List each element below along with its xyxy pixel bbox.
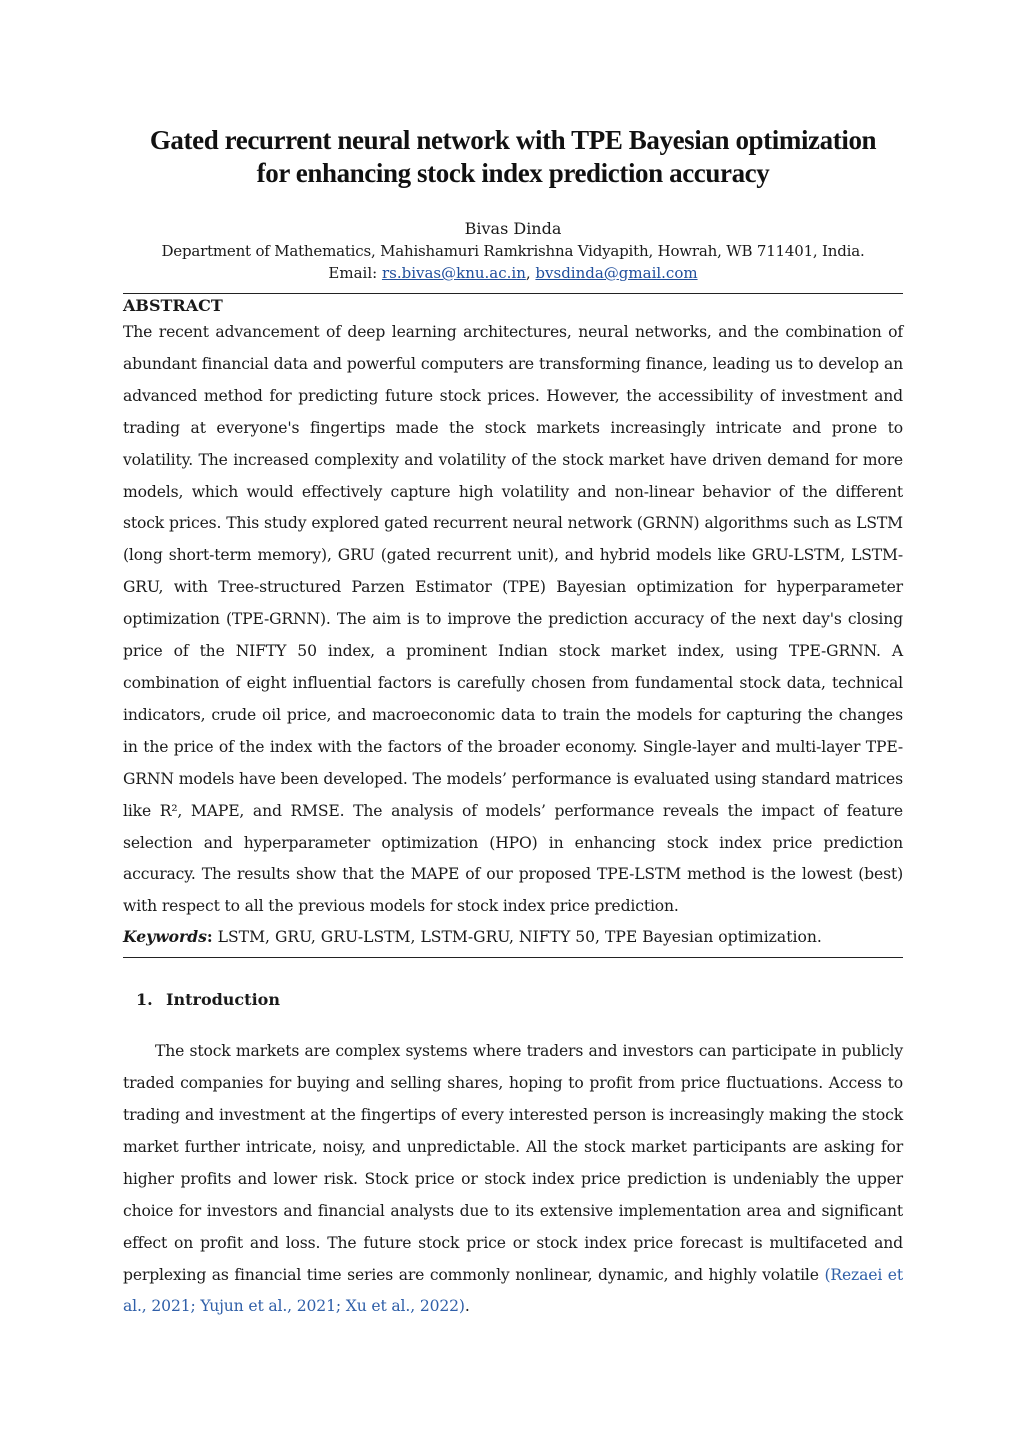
- email-label: Email:: [328, 264, 378, 282]
- email-link-1[interactable]: rs.bivas@knu.ac.in: [381, 264, 526, 282]
- keywords-label: Keywords: [123, 927, 207, 947]
- title-line-1: Gated recurrent neural network with TPE Bayesian optimization: [149, 125, 877, 155]
- intro-citation[interactable]: (Rezaei et al., 2021; Yujun et al., 2021; Xu et al., 2022): [123, 1265, 903, 1316]
- paper-page: [123, 124, 903, 1323]
- author-affiliation: Department of Mathematics, Mahishamuri Ramkrishna Vidyapith, Howrah, WB 711401, India.: [161, 242, 865, 260]
- section-title: Introduction: [166, 990, 280, 1010]
- paper-title: [123, 124, 903, 190]
- keywords: [123, 923, 903, 951]
- intro-text: The stock markets are complex systems where traders and investors can participate in publicly traded companies for buying and selling shares, hoping to profit from price fluctuations. Access to trading and investment at the fingertips of every interested person is increasingly making the stock market further intricate, noisy, and unpredictable. All the stock market participants are asking for higher profits and lower risk. Stock price or stock index price prediction is undeniably the upper choice for investors and financial analysts due to its extensive implementation area and significant effect on profit and loss. The future stock price or stock index price forecast is multifaceted and perplexing as financial time series are commonly nonlinear, dynamic, and highly volatile: [123, 1042, 903, 1284]
- intro-paragraph: [123, 1036, 903, 1323]
- intro-end: .: [464, 1297, 470, 1316]
- abstract-text: The recent advancement of deep learning architectures, neural networks, and the combination of abundant financial data and powerful computers are transforming finance, leading us to develop an advanced method for predicting future stock prices. However, the accessibility of investment and trading at everyone's fingertips made the stock markets increasingly intricate and prone to volatility. The increased complexity and volatility of the stock market have driven demand for more models, which would effectively capture high volatility and non-linear behavior of the different stock prices. This study explored gated recurrent neural network (GRNN) algorithms such as LSTM (long short-term memory), GRU (gated recurrent unit), and hybrid models like GRU-LSTM, LSTM-GRU, with Tree-structured Parzen Estimator (TPE) Bayesian optimization for hyperparameter optimization (TPE-GRNN). The aim is to improve the prediction accuracy of the next day's closing price of the NIFTY 50 index, a prominent Indian stock market index, using TPE-GRNN. A combination of eight influential factors is carefully chosen from fundamental stock data, technical indicators, crude oil price, and macroeconomic data to train the models for capturing the changes in the price of the index with the factors of the broader economy. Single-layer and multi-layer TPE-GRNN models have been developed. The models’ performance is evaluated using standard matrices like R², MAPE, and RMSE. The analysis of models’ performance reveals the impact of feature selection and hyperparameter optimization (HPO) in enhancing stock index price prediction accuracy. The results show that the MAPE of our proposed TPE-LSTM method is the lowest (best) with respect to all the previous models for stock index price prediction.: [123, 323, 903, 916]
- author-name: Bivas Dinda: [464, 219, 562, 238]
- email-link-2[interactable]: bvsdinda@gmail.com: [535, 264, 698, 282]
- email-separator: ,: [525, 264, 531, 282]
- abstract-top-rule: [123, 293, 903, 294]
- keywords-list: LSTM, GRU, GRU-LSTM, LSTM-GRU, NIFTY 50, TPE Bayesian optimization.: [212, 928, 822, 947]
- keywords-colon: :: [206, 927, 213, 947]
- section-number: 1.: [136, 990, 153, 1010]
- title-line-2: for enhancing stock index prediction accuracy: [256, 158, 770, 188]
- abstract-bottom-rule: [123, 957, 903, 958]
- author-email: [123, 262, 903, 284]
- section-heading: [136, 988, 903, 1012]
- abstract-heading: ABSTRACT: [123, 296, 223, 315]
